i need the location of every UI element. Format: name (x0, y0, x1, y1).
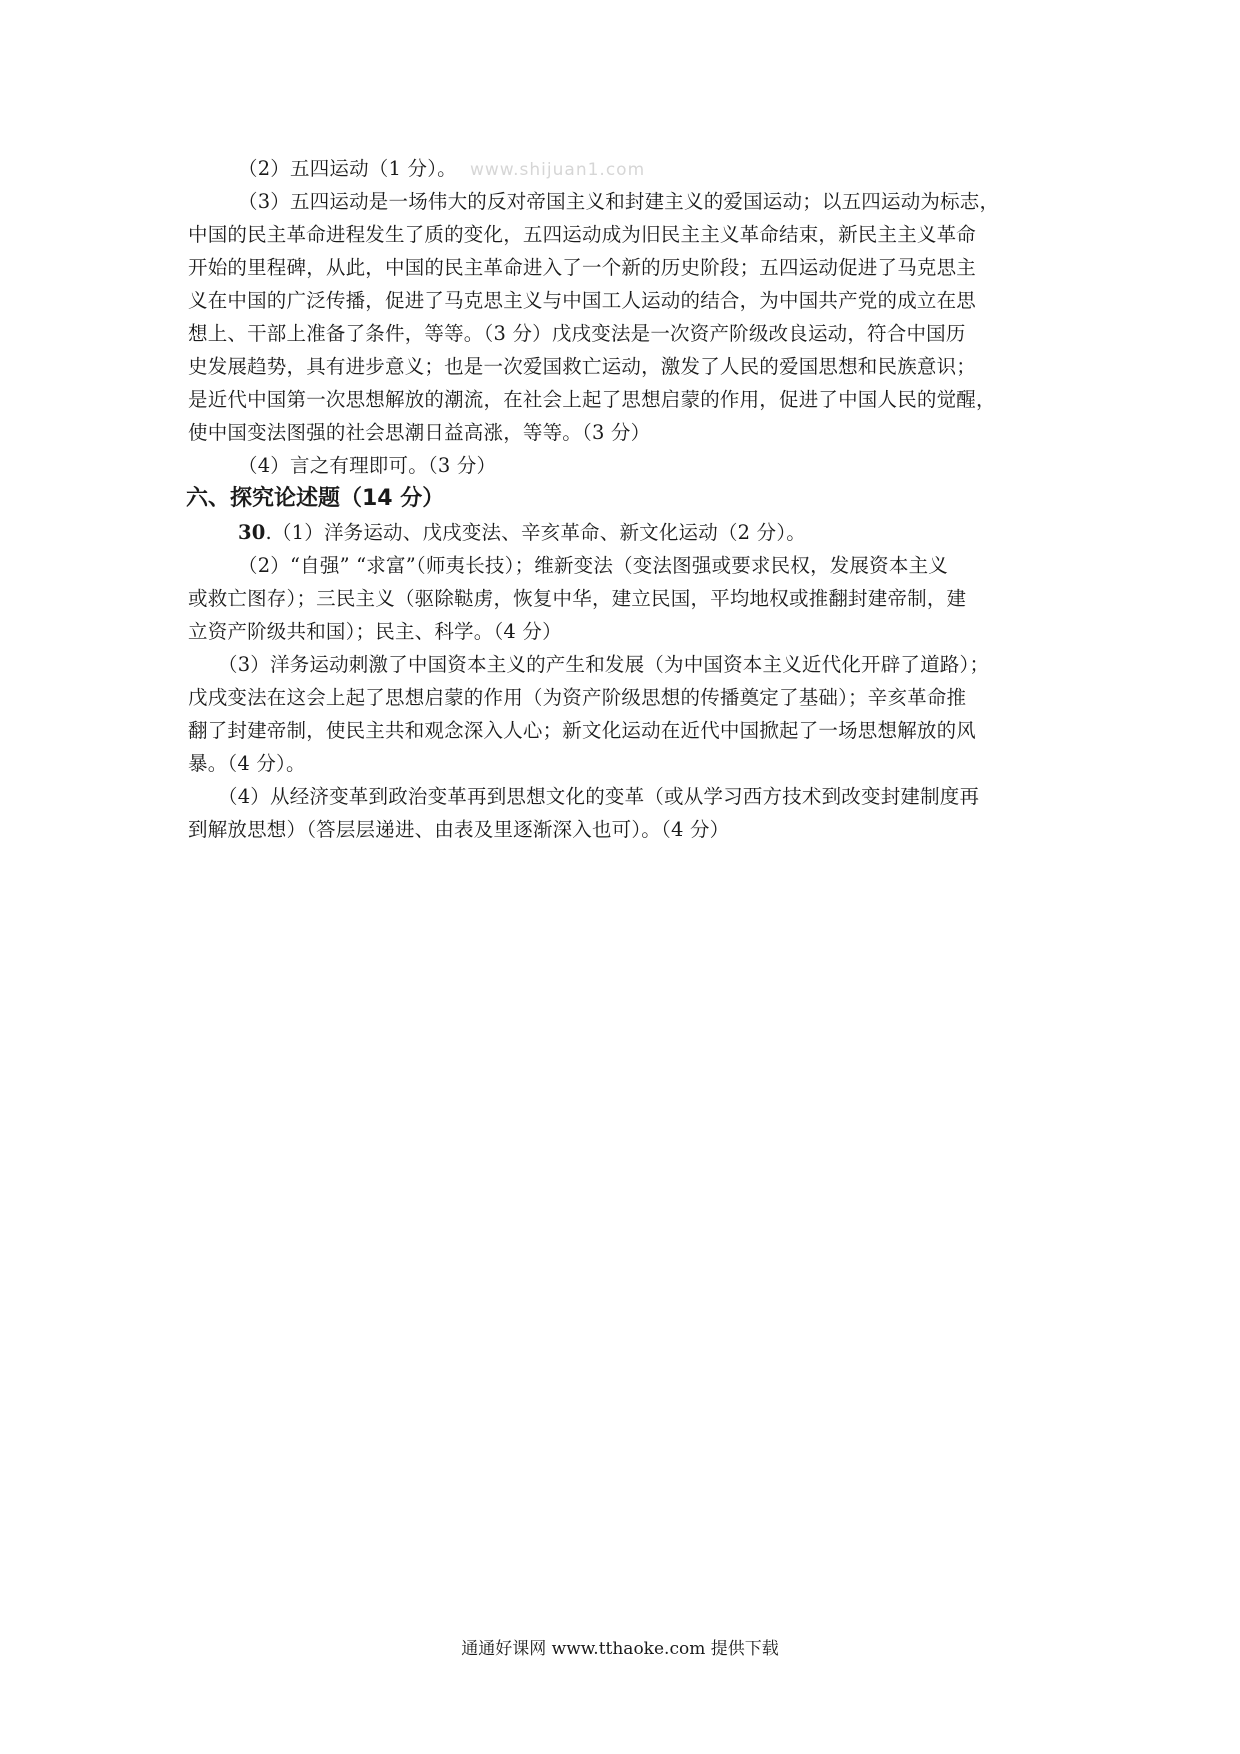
answer-q30-3 (188, 648, 1056, 780)
answer-q3 (188, 185, 1056, 449)
answer-q3-line: 开始的里程碑，从此，中国的民主革命进入了一个新的历史阶段；五四运动促进了马克思主 (188, 256, 977, 279)
answer-q30-4-line: 到解放思想）（答层层递进、由表及里逐渐深入也可）。（4 分） (188, 818, 730, 841)
answer-q2 (188, 152, 1056, 185)
answer-q30-1 (188, 516, 1056, 549)
answer-q3-line: 想上、干部上准备了条件，等等。（3 分）戊戌变法是一次资产阶级改良运动，符合中国历 (188, 322, 966, 345)
answer-q30-4 (188, 780, 1056, 846)
answer-q30-3-line: 翻了封建帝制，使民主共和观念深入人心；新文化运动在近代中国掀起了一场思想解放的风 (188, 719, 977, 742)
answer-q4 (188, 449, 1056, 482)
answer-q3-line: （3）五四运动是一场伟大的反对帝国主义和封建主义的爱国运动；以五四运动为标志， (238, 190, 1000, 213)
answer-q3-line: 是近代中国第一次思想解放的潮流，在社会上起了思想启蒙的作用，促进了中国人民的觉醒， (188, 388, 996, 411)
answer-q30-4-line: （4）从经济变革到政治变革再到思想文化的变革（或从学习西方技术到改变封建制度再 (218, 785, 980, 808)
page-footer: 通通好课网 www.tthaoke.com 提供下载 (461, 1639, 779, 1659)
answer-q30-3-line: （3）洋务运动刺激了中国资本主义的产生和发展（为中国资本主义近代化开辟了道路）； (218, 653, 990, 676)
answer-q3-line: 义在中国的广泛传播，促进了马克思主义与中国工人运动的结合，为中国共产党的成立在思 (188, 289, 977, 312)
answer-q30-3-line: 戊戌变法在这会上起了思想启蒙的作用（为资产阶级思想的传播奠定了基础）；辛亥革命推 (188, 686, 967, 709)
answer-q30-2 (188, 549, 1056, 648)
answer-q30-1-text: .（1）洋务运动、戊戌变法、辛亥革命、新文化运动（2 分）。 (265, 521, 807, 544)
answer-q30-2-line: 或救亡图存）；三民主义（驱除鞑虏，恢复中华，建立民国，平均地权或推翻封建帝制，建 (188, 587, 967, 610)
question-number: 30 (238, 521, 266, 544)
answer-q4-line: （4）言之有理即可。（3 分） (238, 454, 497, 477)
section-heading: 六、探究论述题（14 分） (186, 486, 445, 511)
answer-q3-line: 史发展趋势，具有进步意义；也是一次爱国救亡运动，激发了人民的爱国思想和民族意识； (188, 355, 977, 378)
answer-content (188, 152, 1056, 846)
answer-q30-2-line: 立资产阶级共和国）；民主、科学。（4 分） (188, 620, 562, 643)
answer-q3-line: 使中国变法图强的社会思潮日益高涨，等等。（3 分） (188, 421, 651, 444)
answer-q30-3-line: 暴。（4 分）。 (188, 752, 306, 775)
answer-q2-line: （2）五四运动（1 分）。 (238, 157, 457, 180)
watermark-text: www.shijuan1.com (470, 160, 646, 180)
answer-q3-line: 中国的民主革命进程发生了质的变化，五四运动成为旧民主主义革命结束，新民主主义革命 (188, 223, 977, 246)
answer-q30-2-line: （2）“自强” “求富”（师夷长技）；维新变法（变法图强或要求民权，发展资本主义 (238, 554, 948, 577)
answer-q30-1-line (188, 516, 1056, 549)
